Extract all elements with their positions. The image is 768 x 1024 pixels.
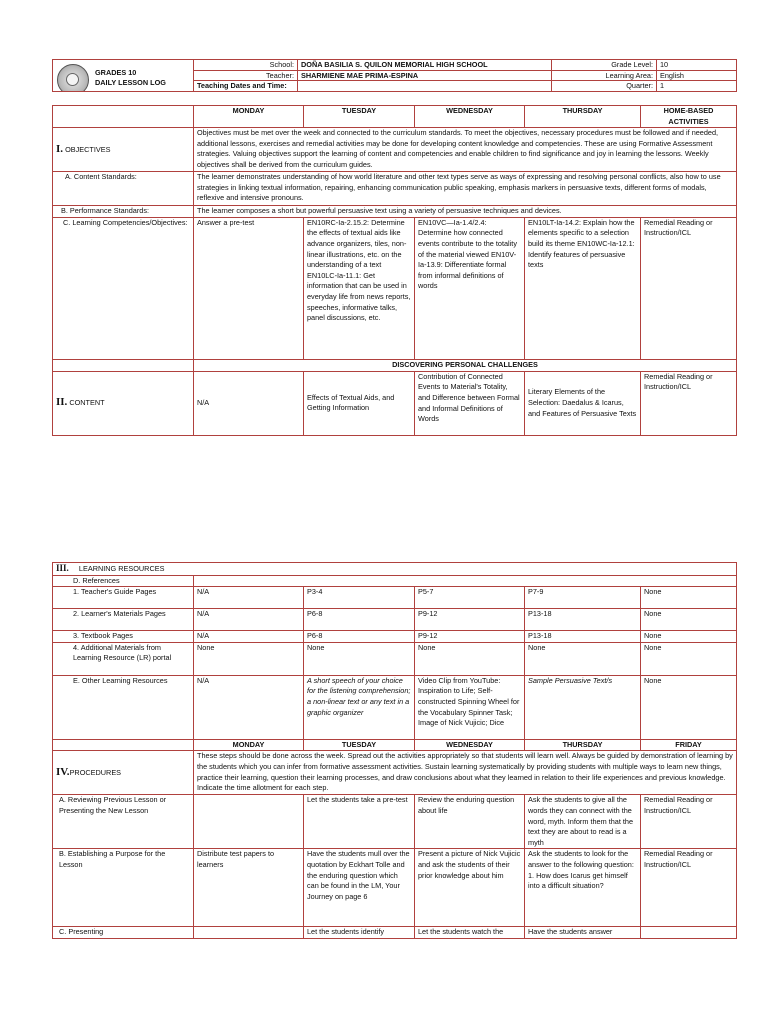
resource-cell: N/A [194, 675, 304, 739]
resource-cell: P9-12 [415, 609, 525, 631]
resource-cell: None [194, 642, 304, 675]
competency-cell: EN10RC-Ia-2.15.2: Determine the effects of textual aids like advance organizers, tiles, non-linear illustrations, etc. on the understanding of a text EN10LC-Ia-11.1: Get information that can be used in everyday life from news reports, speeches, informative talks, panel discussions, etc. [304, 217, 415, 359]
procedures-text: These steps should be done across the week. Spread out the activities appropriately so that students will learn well. Always be guided by demonstration of learning by the students which you can infer from formative assessment activities. Sustain learning systematically by providing students with multiple ways to learn new things, practice their learning, question their learning processes, and draw conclusions about what they learned in relation to their life experiences and previous knowledge. Indicate the time allotment for each step. [194, 751, 737, 795]
competencies-label: C. Learning Competencies/Objectives: [53, 217, 194, 359]
resource-cell: None [641, 631, 737, 643]
day-header: HOME-BASED ACTIVITIES [641, 106, 737, 128]
objectives-table [52, 105, 737, 436]
procedure-cell: Let the students watch the [415, 927, 525, 939]
resource-cell: None [641, 675, 737, 739]
resource-label: 4. Additional Materials from Learning Resource (LR) portal [53, 642, 194, 675]
procedure-label: B. Establishing a Purpose for the Lesson [53, 849, 194, 927]
resource-cell: P6-8 [304, 609, 415, 631]
procedure-cell: Ask the students to give all the words they can connect with the word, myth. Inform them that the text they are about to read is a myth [525, 795, 641, 849]
content-standards-text: The learner demonstrates understanding of how world literature and other text types serve as ways of expressing and resolving personal conflicts, also how to use strategies in linking textual information, repairing, enhancing communication public speaking, emphasis markers in persuasive texts, different forms of modals, reflexive and intensive pronouns. [194, 172, 737, 206]
header-logo-cell [53, 60, 194, 92]
resource-label: 3. Textbook Pages [53, 631, 194, 643]
roman-numeral: I. [56, 142, 64, 155]
resource-cell: A short speech of your choice for the listening comprehension; a non-linear text or any text in a graphic organizer [304, 675, 415, 739]
procedure-label: C. Presenting [53, 927, 194, 939]
content-heading: CONTENT [69, 398, 105, 408]
competency-cell: Remedial Reading or Instruction/ICL [641, 217, 737, 359]
quarter-value: 1 [657, 81, 737, 92]
grades-title: GRADES 10 [95, 68, 137, 77]
procedure-cell: Review the enduring question about life [415, 795, 525, 849]
blank-cell [53, 739, 194, 751]
resource-cell: None [641, 642, 737, 675]
resource-cell: None [304, 642, 415, 675]
procedure-cell: Have the students answer [525, 927, 641, 939]
procedure-cell [641, 927, 737, 939]
resource-cell: P13-18 [525, 609, 641, 631]
resource-cell: P7-9 [525, 587, 641, 609]
procedure-cell [194, 927, 304, 939]
content-label [53, 371, 194, 435]
procedure-cell: Have the students mull over the quotation by Eckhart Tolle and the enduring question which can be found in the LM, Your Journey on page 6 [304, 849, 415, 927]
performance-standards-label: B. Performance Standards: [53, 206, 194, 218]
content-cell: N/A [194, 371, 304, 435]
learning-area-label: Learning Area: [552, 70, 657, 81]
teaching-dates-value [298, 81, 552, 92]
resources-heading-row [53, 563, 737, 576]
content-cell: Literary Elements of the Selection: Daedalus & Icarus, and Features of Persuasive Texts [525, 371, 641, 435]
grade-level-value: 10 [657, 60, 737, 71]
resource-cell: P5-7 [415, 587, 525, 609]
roman-numeral: IV. [56, 766, 70, 779]
procedure-cell: Remedial Reading or Instruction/ICL [641, 795, 737, 849]
procedure-cell [194, 795, 304, 849]
procedures-label [53, 751, 194, 795]
resource-cell: None [641, 609, 737, 631]
objectives-label [53, 128, 194, 172]
procedure-cell: Ask the students to look for the answer to the following question: 1. How does Icarus get himself into a difficult situation? [525, 849, 641, 927]
day-header: TUESDAY [304, 106, 415, 128]
content-cell: Contribution of Connected Events to Material's Totality, and Difference between Formal and Informal Definitions of Words [415, 371, 525, 435]
content-banner: DISCOVERING PERSONAL CHALLENGES [194, 359, 737, 371]
teacher-label: Teacher: [194, 70, 298, 81]
roman-numeral: III. [56, 563, 69, 573]
header-table [52, 59, 737, 92]
blank-cell [194, 575, 737, 587]
references-label: D. References [53, 575, 194, 587]
resources-procedures-table [52, 562, 737, 939]
procedure-label: A. Reviewing Previous Lesson or Presenting the New Lesson [53, 795, 194, 849]
resource-cell: P6-8 [304, 631, 415, 643]
school-label: School: [194, 60, 298, 71]
blank-cell [53, 359, 194, 371]
day-header: TUESDAY [304, 739, 415, 751]
resource-cell: Video Clip from YouTube: Inspiration to Life; Self-constructed Spinning Wheel for the Vocabulary Spinner Task; Image of Nick Vujicic; Dice [415, 675, 525, 739]
procedure-cell: Distribute test papers to learners [194, 849, 304, 927]
objectives-heading: OBJECTIVES [65, 144, 111, 154]
roman-numeral: II. [56, 396, 68, 409]
quarter-label: Quarter: [552, 81, 657, 92]
blank-cell [53, 106, 194, 128]
day-header: MONDAY [194, 739, 304, 751]
day-header: THURSDAY [525, 739, 641, 751]
day-header: WEDNESDAY [415, 106, 525, 128]
objectives-text: Objectives must be met over the week and connected to the curriculum standards. To meet the objectives, necessary procedures must be followed and if needed, additional lessons, exercises and remedial activities may be done for developing content knowledge and competencies. These are using Formative Assessment strategies. Valuing objectives support the learning of content and competencies and enable children to find significance and joy in learning the lessons. Weekly objectives shall be derived from the curriculum guides. [194, 128, 737, 172]
teaching-dates-label: Teaching Dates and Time: [194, 81, 298, 92]
procedure-cell: Present a picture of Nick Vujicic and ask the students of their prior knowledge about him [415, 849, 525, 927]
performance-standards-text: The learner composes a short but powerful persuasive text using a variety of persuasive techniques and devices. [194, 206, 737, 218]
day-header: WEDNESDAY [415, 739, 525, 751]
content-cell: Effects of Textual Aids, and Getting Information [304, 371, 415, 435]
grade-level-label: Grade Level: [552, 60, 657, 71]
school-value: DOÑA BASILIA S. QUILON MEMORIAL HIGH SCHOOL [298, 60, 552, 71]
day-header: MONDAY [194, 106, 304, 128]
teacher-value: SHARMIENE MAE PRIMA-ESPINA [298, 70, 552, 81]
resource-cell: N/A [194, 587, 304, 609]
competency-cell: EN10VC—Ia-1.4/2.4: Determine how connected events contribute to the totality of the material viewed EN10V-Ia-13.9: Differentiate formal from informal definitions of words [415, 217, 525, 359]
resource-cell: None [415, 642, 525, 675]
competency-cell: EN10LT-Ia-14.2: Explain how the elements specific to a selection build its theme EN10WC-Ia-12.1: Identify features of persuasive texts [525, 217, 641, 359]
resource-label: E. Other Learning Resources [53, 675, 194, 739]
resource-cell: None [525, 642, 641, 675]
resource-cell: P3-4 [304, 587, 415, 609]
resources-heading: LEARNING RESOURCES [78, 564, 165, 573]
resource-cell: N/A [194, 609, 304, 631]
day-header: THURSDAY [525, 106, 641, 128]
resource-cell: Sample Persuasive Text/s [525, 675, 641, 739]
deped-seal-icon [57, 64, 89, 91]
procedure-cell: Remedial Reading or Instruction/ICL [641, 849, 737, 927]
resource-label: 2. Learner's Materials Pages [53, 609, 194, 631]
procedure-cell: Let the students identify [304, 927, 415, 939]
competency-cell: Answer a pre-test [194, 217, 304, 359]
resource-cell: P9-12 [415, 631, 525, 643]
resource-cell: N/A [194, 631, 304, 643]
content-standards-label: A. Content Standards: [53, 172, 194, 206]
learning-area-value: English [657, 70, 737, 81]
log-title: DAILY LESSON LOG [95, 78, 166, 87]
resource-cell: P13-18 [525, 631, 641, 643]
procedures-heading: PROCEDURES [69, 768, 122, 778]
content-cell: Remedial Reading or Instruction/ICL [641, 371, 737, 435]
day-header: FRIDAY [641, 739, 737, 751]
procedure-cell: Let the students take a pre-test [304, 795, 415, 849]
resource-cell: None [641, 587, 737, 609]
resource-label: 1. Teacher's Guide Pages [53, 587, 194, 609]
